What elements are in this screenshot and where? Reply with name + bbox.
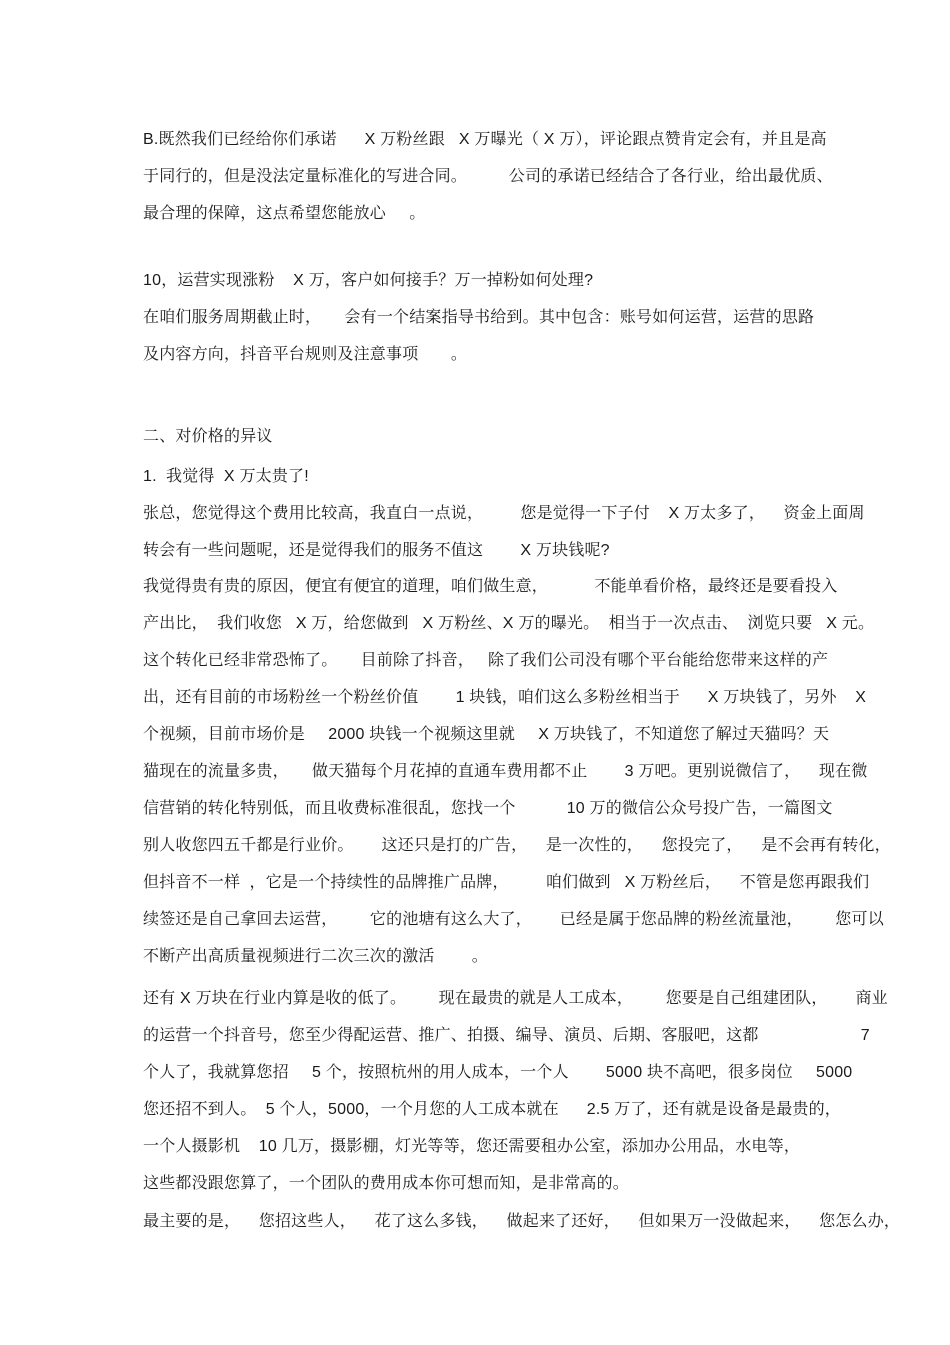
paragraph-value-argument [143,568,891,975]
text-line: 转会有一些问题呢，还是觉得我们的服务不值这 X 万块钱呢? [143,542,610,559]
text-line: 及内容方向，抖音平台规则及注意事项 。 [143,346,468,363]
paragraph-risk-argument [143,1203,900,1240]
paragraph-question-10 [143,262,814,373]
text-line: 产出比， 我们收您 X 万，给您做到 X 万粉丝、X 万的曝光。 相当于一次点击、 浏览只要 X 元。 [143,615,875,632]
text-line: 猫现在的流量多贵， 做天猫每个月花掉的直通车费用都不止 3 万吧。更别说微信了， 现在微 [143,763,868,780]
text-line: 您还招不到人。 5 个人，5000，一个月您的人工成本就在 2.5 万了，还有就是设备是最贵的， [143,1101,841,1118]
text-line: 二、对价格的异议 [143,428,273,445]
paragraph-clarifying-question [143,495,865,569]
text-line: 不断产出高质量视频进行二次三次的激活 。 [143,948,488,965]
text-line: 个人了，我就算您招 5 个，按照杭州的用人成本，一个人 5000 块不高吧，很多岗位 5000 [143,1064,853,1081]
text-line: 别人收您四五千都是行业价。 这还只是打的广告， 是一次性的， 您投完了， 是不会再有转化， [143,837,891,854]
text-line: 但抖音不一样 ，它是一个持续性的品牌推广品牌， 咱们做到 X 万粉丝后， 不管是您再跟我们 [143,874,870,891]
text-line: 于同行的，但是没法定量标准化的写进合同。 公司的承诺已经结合了各行业，给出最优质、 [143,168,833,185]
text-line: 还有 X 万块在行业内算是收的低了。 现在最贵的就是人工成本， 您要是自己组建团队， 商业 [143,990,888,1007]
text-line: 的运营一个抖音号，您至少得配运营、推广、拍摄、编导、演员、后期、客服吧，这都 7 [143,1027,870,1044]
text-line: B.既然我们已经给你们承诺 X 万粉丝跟 X 万曝光（ X 万），评论跟点赞肯定会有，并且是高 [143,131,827,148]
heading-section-two-price-objection [143,418,273,455]
text-line: 信营销的转化特别低，而且收费标准很乱，您找一个 10 万的微信公众号投广告，一篇图文 [143,800,833,817]
text-line: 最合理的保障，这点希望您能放心 。 [143,205,426,222]
text-line: 我觉得贵有贵的原因，便宜有便宜的道理，咱们做生意， 不能单看价格，最终还是要看投入 [143,578,838,595]
text-line: 续签还是自己拿回去运营， 它的池塘有这么大了， 已经是属于您品牌的粉丝流量池， 您可以 [143,911,884,928]
text-line: 这些都没跟您算了，一个团队的费用成本你可想而知，是非常高的。 [143,1175,630,1192]
text-line: 最主要的是， 您招这些人， 花了这么多钱， 做起来了还好， 但如果万一没做起来， 您怎么办， [143,1213,901,1230]
item-1-too-expensive [143,458,309,495]
text-line: 1. 我觉得 X 万太贵了! [143,468,309,485]
text-line: 10，运营实现涨粉 X 万，客户如何接手？万一掉粉如何处理? [143,272,594,289]
paragraph-cost-comparison [143,980,888,1202]
text-line: 出，还有目前的市场粉丝一个粉丝价值 1 块钱，咱们这么多粉丝相当于 X 万块钱了，另外 X [143,689,867,706]
text-line: 这个转化已经非常恐怖了。 目前除了抖音， 除了我们公司没有哪个平台能给您带来这样的产 [143,652,829,669]
text-line: 张总，您觉得这个费用比较高，我直白一点说， 您是觉得一下子付 X 万太多了， 资金上面周 [143,505,865,522]
text-line: 个视频，目前市场价是 2000 块钱一个视频这里就 X 万块钱了，不知道您了解过天猫吗？天 [143,726,830,743]
text-line: 一个人摄影机 10 几万，摄影棚，灯光等等，您还需要租办公室，添加办公用品，水电等， [143,1138,801,1155]
paragraph-b-commitment-answer [143,121,833,232]
text-line: 在咱们服务周期截止时， 会有一个结案指导书给到。其中包含：账号如何运营，运营的思路 [143,309,815,326]
